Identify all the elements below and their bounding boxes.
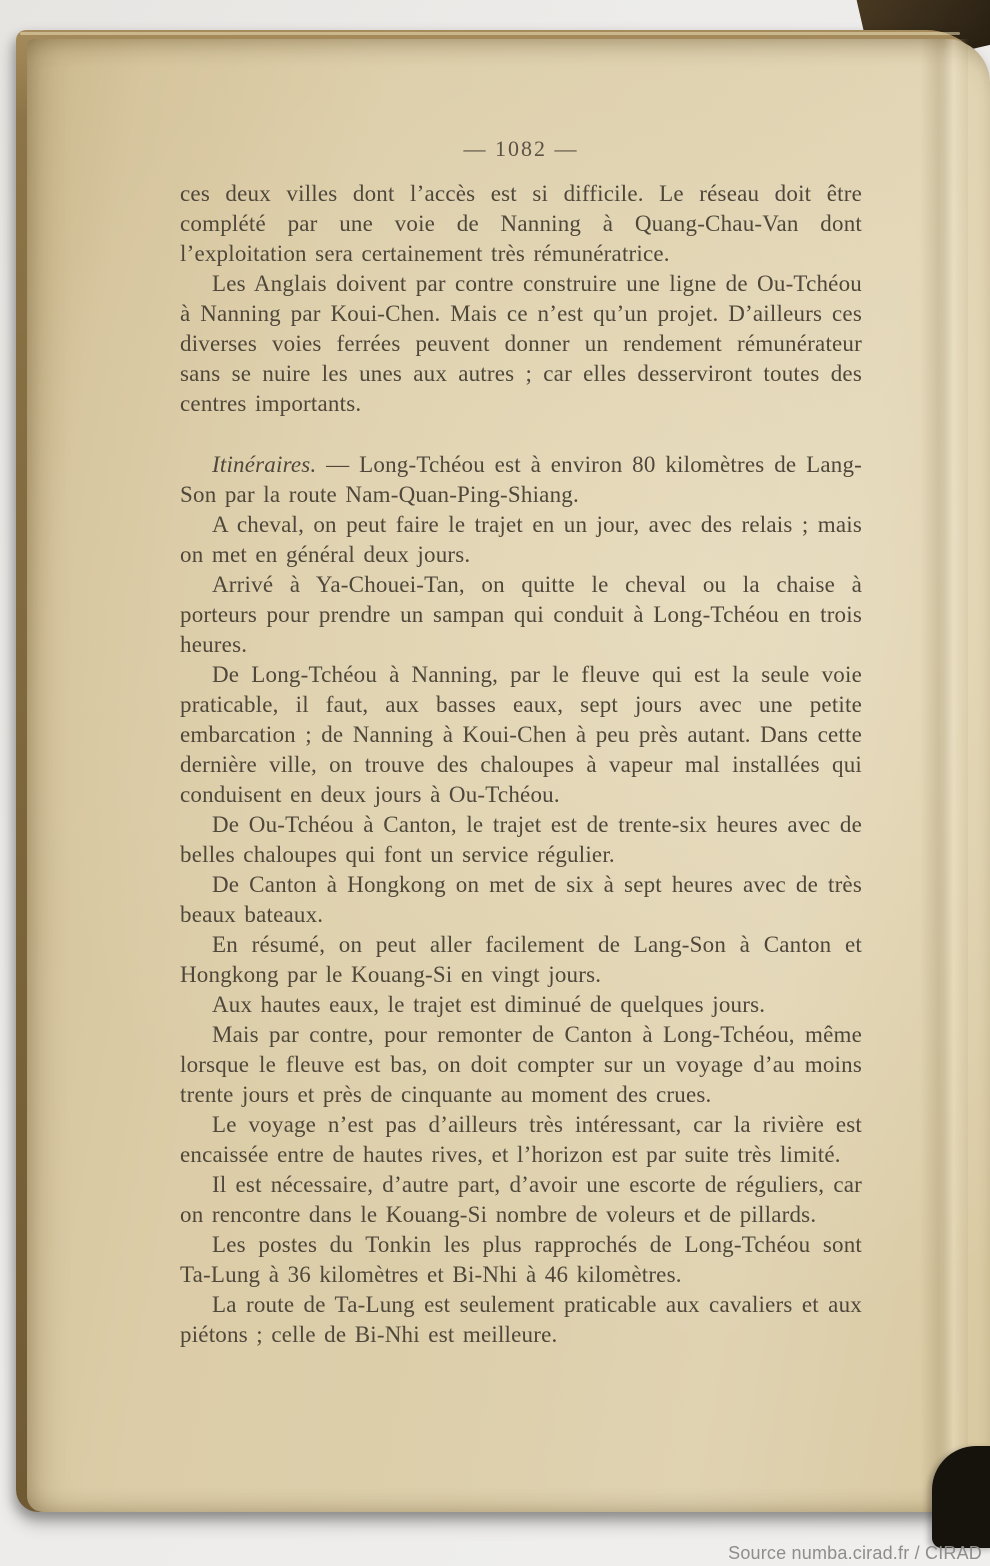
paper-sheet — [27, 39, 990, 1512]
paragraph-text: Le voyage n’est pas d’ailleurs très intéressant, car la rivière est encaissée entre de hautes rives, et l’horizon est par suite très limité. — [180, 1112, 862, 1167]
paragraph-text: A cheval, on peut faire le trajet en un jour, avec des relais ; mais on met en général deux jours. — [180, 512, 862, 567]
source-watermark: Source numba.cirad.fr / CIRAD — [728, 1543, 982, 1563]
paragraph-text: ces deux villes dont l’accès est si difficile. Le réseau doit être complété par une voie de Nanning à Quang-Chau-Van dont l’exploitation sera certainement très rémunératrice. — [180, 181, 862, 266]
paragraph-text: Arrivé à Ya-Chouei-Tan, on quitte le cheval ou la chaise à porteurs pour prendre un sampan qui conduit à Long-Tchéou en trois heures. — [180, 572, 862, 657]
page-number: — 1082 — — [463, 136, 579, 161]
paragraph — [180, 1020, 862, 1110]
paragraph-text: Les postes du Tonkin les plus rapprochés de Long-Tchéou sont Ta-Lung à 36 kilomètres et Bi-Nhi à 46 kilomètres. — [180, 1232, 862, 1287]
paragraph — [180, 570, 862, 660]
paragraph — [180, 269, 862, 419]
paragraph-text: De Canton à Hongkong on met de six à sept heures avec de très beaux bateaux. — [180, 872, 862, 927]
paragraph-text: De Long-Tchéou à Nanning, par le fleuve qui est la seule voie praticable, il faut, aux basses eaux, sept jours avec une petite embarcation ; de Nanning à Koui-Chen à peu près autant. Dans cette dernière ville, on trouve des chaloupes à vapeur mal installées qui conduisent en deux jours à Ou-Tchéou. — [180, 662, 862, 807]
paragraph — [180, 179, 862, 269]
paragraph — [180, 810, 862, 870]
paragraph-text: Mais par contre, pour remonter de Canton à Long-Tchéou, même lorsque le fleuve est bas, on doit compter sur un voyage d’au moins trente jours et près de cinquante au moment des crues. — [180, 1022, 862, 1107]
paragraph-text: Il est nécessaire, d’autre part, d’avoir une escorte de réguliers, car on rencontre dans le Kouang-Si nombre de voleurs et de pillards. — [180, 1172, 862, 1227]
paragraph-text: Aux hautes eaux, le trajet est diminué de quelques jours. — [212, 992, 766, 1017]
paragraph-lead-italic: Itinéraires. — [212, 452, 317, 477]
book-page-block-edge — [16, 30, 990, 1512]
paragraph — [180, 1290, 862, 1350]
paragraph-text: Les Anglais doivent par contre construire une ligne de Ou-Tchéou à Nanning par Koui-Chen. Mais ce n’est qu’un projet. D’ailleurs ces diverses voies ferrées peuvent donner un rendement rémunérateur sans se nuire les unes aux autres ; car elles desserviront toutes des centres importants. — [180, 271, 862, 416]
paragraph — [180, 870, 862, 930]
paragraph — [180, 660, 862, 810]
body-text — [180, 179, 862, 1350]
paragraph — [180, 930, 862, 990]
paragraph — [180, 1110, 862, 1170]
paragraph-itineraires — [180, 450, 862, 510]
paragraph-text: — Long-Tchéou est à environ 80 kilomètres de Lang-Son par la route Nam-Quan-Ping-Shiang. — [180, 452, 862, 507]
paragraph — [180, 510, 862, 570]
paragraph-text: En résumé, on peut aller facilement de Lang-Son à Canton et Hongkong par le Kouang-Si en vingt jours. — [180, 932, 862, 987]
paragraph — [180, 1230, 862, 1290]
page-content — [180, 39, 862, 1350]
paragraph — [180, 1170, 862, 1230]
paragraph — [180, 990, 862, 1020]
page-gutter-crease — [920, 39, 968, 1512]
paragraph-text: De Ou-Tchéou à Canton, le trajet est de trente-six heures avec de belles chaloupes qui font un service régulier. — [180, 812, 862, 867]
paragraph-text: La route de Ta-Lung est seulement praticable aux cavaliers et aux piétons ; celle de Bi-Nhi est meilleure. — [180, 1292, 862, 1347]
